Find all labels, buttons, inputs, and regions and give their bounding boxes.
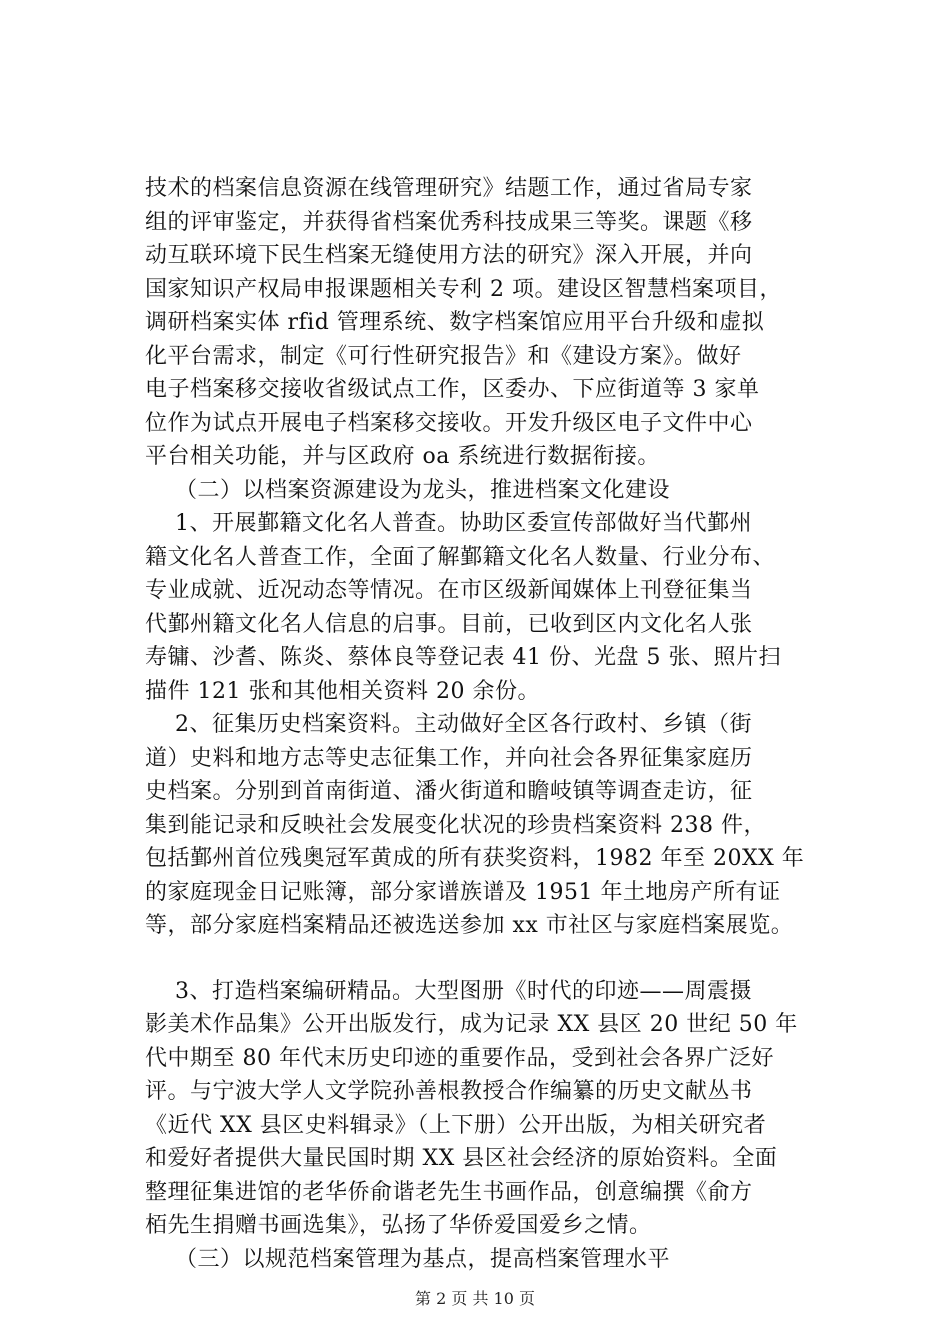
text-line: 平台相关功能，并与区政府 oa 系统进行数据衔接。: [145, 444, 660, 469]
text-line: 位作为试点开展电子档案移交接收。开发升级区电子文件中心: [145, 410, 753, 436]
text-line: 代中期至 80 年代末历史印迹的重要作品，受到社会各界广泛好: [145, 1045, 774, 1071]
text-line: 评。与宁波大学人文学院孙善根教授合作编纂的历史文献丛书: [145, 1079, 753, 1104]
section-heading-3: [145, 1243, 825, 1277]
text-line: 国家知识产权局申报课题相关专利 2 项。建设区智慧档案项目，: [145, 276, 782, 302]
text-line: 和爱好者提供大量民国时期 XX 县区社会经济的原始资料。全面: [145, 1146, 778, 1171]
text-line: 《近代 XX 县区史料辑录》（上下册）公开出版，为相关研究者: [145, 1112, 767, 1138]
text-line: 1、开展鄞籍文化名人普查。协助区委宣传部做好当代鄞州: [175, 511, 752, 536]
page-footer: [0, 1286, 950, 1309]
text-line: 调研档案实体 rfid 管理系统、数字档案馆应用平台升级和虚拟: [145, 310, 765, 335]
text-line: 史档案。分别到首南街道、潘火街道和瞻岐镇等调查走访，征: [145, 779, 753, 804]
text-line: 寿镛、沙耆、陈炎、蔡体良等登记表 41 份、光盘 5 张、照片扫: [145, 645, 781, 670]
paragraph-cultural-celebrities: [145, 507, 825, 708]
text-line: 组的评审鉴定，并获得省档案优秀科技成果三等奖。课题《移: [145, 209, 753, 235]
document-body: [145, 172, 825, 1276]
text-line: 3、打造档案编研精品。大型图册《时代的印迹——周震摄: [175, 978, 752, 1004]
heading-text: （三）以规范档案管理为基点，提高档案管理水平: [175, 1246, 671, 1272]
text-line: 技术的档案信息资源在线管理研究》结题工作，通过省局专家: [145, 176, 753, 201]
page-number: 第 2 页 共 10 页: [415, 1289, 535, 1308]
text-line: 等，部分家庭档案精品还被选送参加 xx 市社区与家庭档案展览。: [145, 913, 794, 938]
text-line: 道）史料和地方志等史志征集工作，并向社会各界征集家庭历: [145, 745, 753, 771]
section-heading-2: [145, 474, 825, 508]
paragraph-compilation-works: [145, 975, 825, 1243]
text-line: 栢先生捐赠书画选集》，弘扬了华侨爱国爱乡之情。: [145, 1213, 652, 1238]
text-line: 描件 121 张和其他相关资料 20 余份。: [145, 678, 540, 704]
paragraph-archive-research: [145, 172, 825, 474]
text-line: 整理征集进馆的老华侨俞谐老先生书画作品，创意编撰《俞方: [145, 1179, 753, 1205]
paragraph-historical-archives: [145, 708, 825, 943]
heading-text: （二）以档案资源建设为龙头，推进档案文化建设: [175, 477, 671, 503]
text-line: 影美术作品集》公开出版发行，成为记录 XX 县区 20 世纪 50 年: [145, 1012, 798, 1037]
text-line: 集到能记录和反映社会发展变化状况的珍贵档案资料 238 件，: [145, 812, 766, 838]
text-line: 2、征集历史档案资料。主动做好全区各行政村、乡镇（街: [175, 712, 752, 737]
text-line: 专业成就、近况动态等情况。在市区级新闻媒体上刊登征集当: [145, 578, 753, 603]
text-line: 化平台需求，制定《可行性研究报告》和《建设方案》。做好: [145, 343, 742, 369]
text-line: 籍文化名人普查工作，全面了解鄞籍文化名人数量、行业分布、: [145, 544, 776, 570]
blank-line: [145, 943, 825, 975]
text-line: 电子档案移交接收省级试点工作，区委办、下应街道等 3 家单: [145, 377, 760, 402]
text-line: 的家庭现金日记账簿，部分家谱族谱及 1951 年土地房产所有证: [145, 879, 781, 905]
text-line: 动互联环境下民生档案无缝使用方法的研究》深入开展，并向: [145, 243, 753, 268]
text-line: 代鄞州籍文化名人信息的启事。目前，已收到区内文化名人张: [145, 611, 753, 637]
text-line: 包括鄞州首位残奥冠军黄成的所有获奖资料，1982 年至 20XX 年: [145, 846, 805, 871]
